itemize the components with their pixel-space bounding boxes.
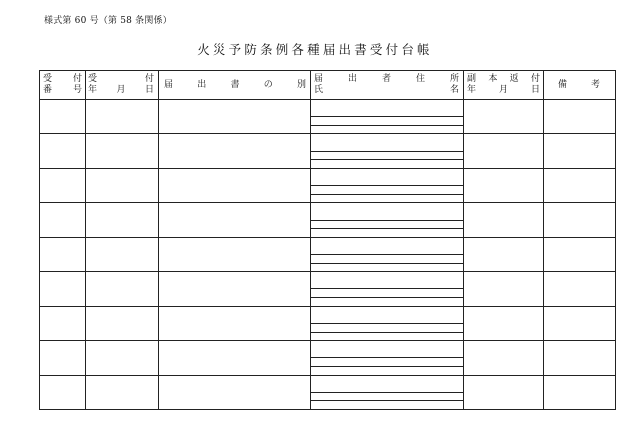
notifier-sub-line: [310, 185, 463, 186]
header-text: 月: [498, 85, 508, 95]
notifier-sub-line: [310, 323, 463, 324]
column-divider: [463, 71, 464, 409]
table-row-divider: [40, 340, 615, 341]
header-text: 届: [314, 74, 324, 84]
header-text: 書: [230, 79, 240, 90]
header-text: 出: [347, 74, 357, 84]
notifier-sub-line: [310, 125, 463, 126]
table-row-divider: [40, 133, 615, 134]
header-receipt-number: [43, 74, 82, 96]
header-text: 返: [509, 74, 519, 84]
notifier-sub-line: [310, 297, 463, 298]
notifier-sub-line: [310, 392, 463, 393]
header-text: 受: [88, 74, 98, 84]
table-row-divider: [40, 375, 615, 376]
header-document-type: [164, 71, 306, 99]
header-text: 日: [530, 85, 540, 95]
header-text: 受: [43, 74, 53, 84]
column-divider: [543, 71, 544, 409]
header-text: 番: [43, 85, 53, 95]
notifier-sub-line: [310, 116, 463, 117]
header-text: 日: [144, 85, 154, 95]
header-text: 氏: [314, 85, 324, 95]
notifier-sub-line: [310, 366, 463, 367]
header-text: 者: [381, 74, 391, 84]
header-text: 副: [467, 74, 477, 84]
notifier-sub-line: [310, 220, 463, 221]
notifier-sub-line: [310, 263, 463, 264]
column-divider: [85, 71, 86, 409]
header-text: 本: [488, 74, 498, 84]
table-row-divider: [40, 202, 615, 203]
table-row-divider: [40, 237, 615, 238]
header-text: 名: [449, 85, 459, 95]
header-copy-return-date: [467, 74, 540, 96]
header-text: 年: [467, 85, 477, 95]
header-text: 付: [72, 74, 82, 84]
header-text: 届: [164, 79, 174, 90]
header-text: 付: [144, 74, 154, 84]
header-text: 出: [197, 79, 207, 90]
header-divider: [40, 99, 615, 100]
notifier-sub-line: [310, 254, 463, 255]
header-text: 月: [116, 85, 126, 95]
header-text: 所: [449, 74, 459, 84]
header-text: の: [263, 79, 273, 90]
header-text: 別: [296, 79, 306, 90]
notifier-sub-line: [310, 288, 463, 289]
header-text: 住: [415, 74, 425, 84]
header-text: 備: [558, 79, 568, 90]
notifier-sub-line: [310, 357, 463, 358]
table-row-divider: [40, 306, 615, 307]
notifier-sub-line: [310, 228, 463, 229]
notifier-sub-line: [310, 194, 463, 195]
form-number: 様式第 60 号（第 58 条関係）: [44, 16, 172, 26]
header-notifier: [314, 74, 459, 96]
header-text: 付: [530, 74, 540, 84]
page-title: 火災予防条例各種届出書受付台帳: [197, 42, 433, 57]
column-divider: [158, 71, 159, 409]
notifier-sub-line: [310, 332, 463, 333]
header-text: 号: [72, 85, 82, 95]
header-text: 考: [590, 79, 600, 90]
notifier-sub-line: [310, 400, 463, 401]
table-row-divider: [40, 168, 615, 169]
header-remarks: [558, 71, 600, 99]
table-row-divider: [40, 271, 615, 272]
notifier-sub-line: [310, 151, 463, 152]
notifier-sub-line: [310, 159, 463, 160]
ledger-table: [39, 70, 616, 410]
header-receipt-date: [88, 74, 154, 96]
header-text: 年: [88, 85, 98, 95]
